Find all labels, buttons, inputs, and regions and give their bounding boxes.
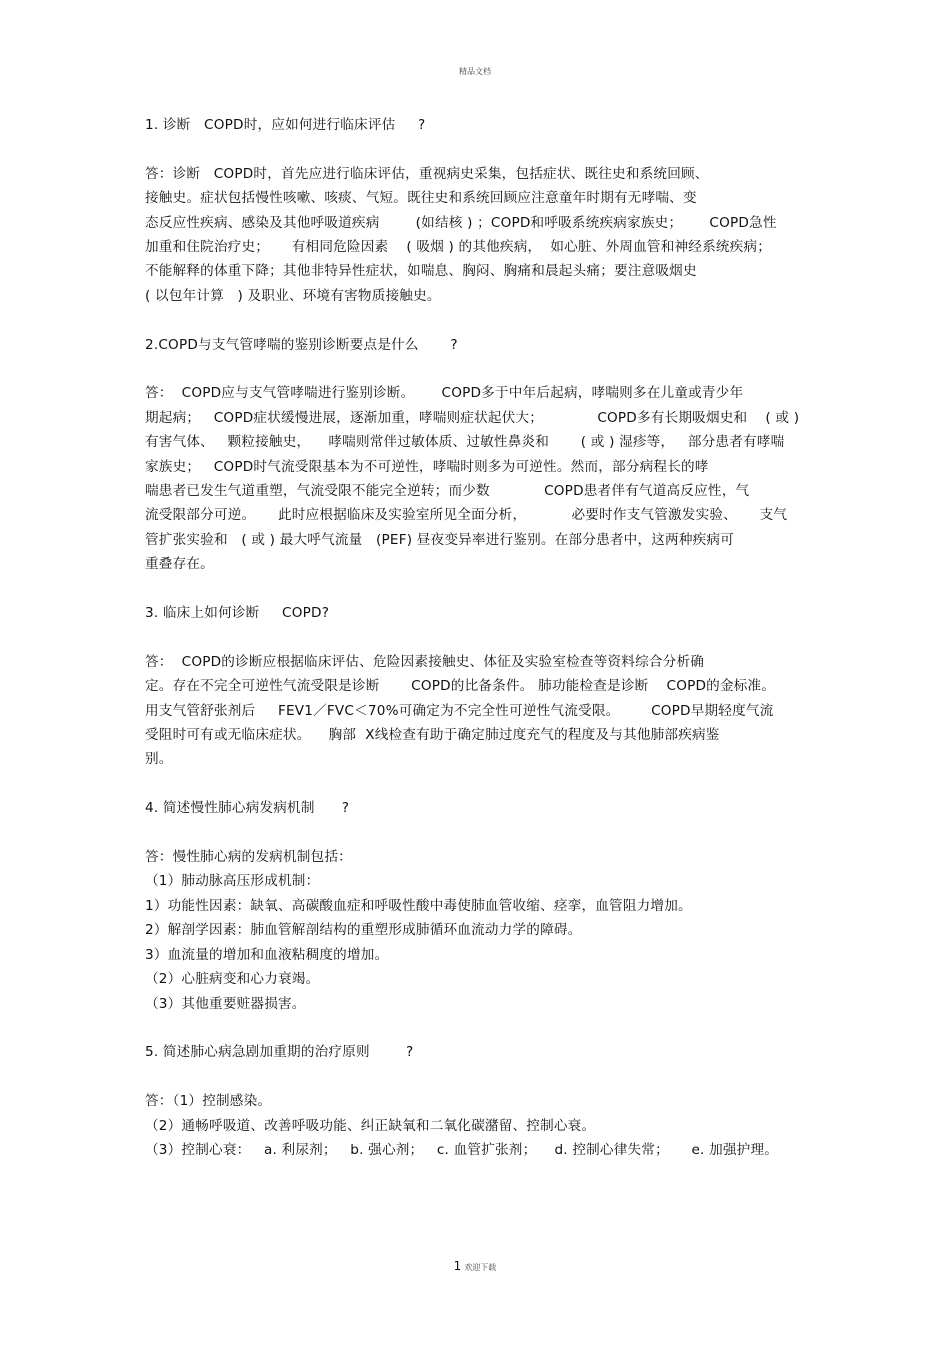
- qa-section-2: [145, 333, 813, 577]
- question-1: 1. 诊断 COPD时，应如何进行临床评估 ?: [145, 117, 426, 133]
- answer-1: [145, 162, 813, 308]
- answer-line: 2）解剖学因素：肺血管解剖结构的重塑形成肺循环血流动力学的障碍。: [145, 922, 582, 939]
- answer-line: （2）通畅呼吸道、改善呼吸功能、纠正缺氧和二氧化碳潴留、控制心衰。: [145, 1117, 596, 1134]
- answer-line: 受阻时可有或无临床症状。 胸部 X线检查有助于确定肺过度充气的程度及与其他肺部疾病鉴: [145, 727, 720, 744]
- page-footer: [0, 1259, 950, 1273]
- answer-line: 用支气管舒张剂后 FEV1／FVC＜70%可确定为不完全性可逆性气流受限。 COPD早期轻度气流: [145, 702, 774, 719]
- answer-line: 有害气体、 颗粒接触史， 哮喘则常伴过敏体质、过敏性鼻炎和 ( 或 ) 湿疹等， 部分患者有哮喘: [145, 434, 785, 451]
- answer-line: 管扩张实验和 ( 或 ) 最大呼气流量 (PEF) 昼夜变异率进行鉴别。在部分患者中，这两种疾病可: [145, 531, 735, 548]
- answer-line: （2）心脏病变和心力衰竭。: [145, 971, 320, 988]
- answer-line: 答：（1）控制感染。: [145, 1093, 272, 1110]
- answer-line: 定。存在不完全可逆性气流受限是诊断 COPD的比备条件。 肺功能检查是诊断 COPD的金标准。: [145, 678, 776, 695]
- answer-4: [145, 845, 813, 1016]
- answer-line: （3）控制心衰： a. 利尿剂； b. 强心剂； c. 血管扩张剂； d. 控制心律失常； e. 加强护理。: [145, 1141, 779, 1158]
- qa-section-5: [145, 1040, 813, 1162]
- qa-section-3: [145, 601, 813, 772]
- answer-line: ( 以包年计算 ) 及职业、环境有害物质接触史。: [145, 287, 441, 304]
- page-header: 精品文档: [459, 67, 491, 76]
- answer-line: 流受限部分可逆。 此时应根据临床及实验室所见全面分析， 必要时作支气管激发实验、 支气: [145, 507, 788, 524]
- answer-line: 答：慢性肺心病的发病机制包括：: [145, 849, 352, 866]
- answer-line: 期起病； COPD症状缓慢进展，逐渐加重，哮喘则症状起伏大； COPD多有长期吸烟史和 ( 或 ): [145, 409, 800, 426]
- answer-line: 1）功能性因素：缺氧、高碳酸血症和呼吸性酸中毒使肺血管收缩、痉挛，血管阻力增加。: [145, 897, 692, 914]
- answer-line: 不能解释的体重下降；其他非特异性症状，如喘息、胸闷、胸痛和晨起头痛；要注意吸烟史: [145, 263, 697, 280]
- answer-line: 加重和住院治疗史； 有相同危险因素 ( 吸烟 ) 的其他疾病， 如心脏、外周血管和神经系统疾病；: [145, 239, 772, 256]
- qa-section-1: [145, 113, 813, 308]
- answer-line: 接触史。症状包括慢性咳嗽、咳痰、气短。既往史和系统回顾应注意童年时期有无哮喘、变: [145, 190, 697, 207]
- qa-section-4: [145, 796, 813, 1016]
- document-body: [145, 113, 813, 1187]
- answer-2: [145, 381, 813, 576]
- answer-line: 答：诊断 COPD时，首先应进行临床评估，重视病史采集，包括症状、既往史和系统回顾、: [145, 165, 709, 182]
- question-5: 5. 简述肺心病急剧加重期的治疗原则 ?: [145, 1044, 414, 1061]
- answer-line: 家族史； COPD时气流受限基本为不可逆性，哮喘时则多为可逆性。然而，部分病程长的哮: [145, 458, 709, 475]
- answer-3: [145, 650, 813, 772]
- footer-text: 欢迎下载: [464, 1263, 497, 1272]
- question-2: 2.COPD与支气管哮喘的鉴别诊断要点是什么 ?: [145, 336, 458, 353]
- answer-5: [145, 1089, 813, 1162]
- answer-line: 3）血流量的增加和血液粘稠度的增加。: [145, 946, 389, 963]
- answer-line: 答： COPD应与支气管哮喘进行鉴别诊断。 COPD多于中年后起病，哮喘则多在儿童或青少年: [145, 385, 744, 402]
- answer-line: （3）其他重要赃器损害。: [145, 995, 306, 1012]
- answer-line: 答： COPD的诊断应根据临床评估、危险因素接触史、体征及实验室检查等资料综合分析确: [145, 653, 705, 670]
- answer-line: （1）肺动脉高压形成机制：: [145, 873, 320, 890]
- answer-line: 态反应性疾病、感染及其他呼吸道疾病 (如结核 ) ；COPD和呼吸系统疾病家族史； COPD急性: [145, 214, 777, 231]
- answer-line: 喘患者已发生气道重塑，气流受限不能完全逆转；而少数 COPD患者伴有气道高反应性，气: [145, 483, 750, 500]
- answer-line: 重叠存在。: [145, 556, 214, 573]
- answer-line: 别。: [145, 751, 173, 768]
- question-3: 3. 临床上如何诊断 COPD?: [145, 605, 330, 622]
- question-4: 4. 简述慢性肺心病发病机制 ?: [145, 800, 350, 817]
- page-number: 1: [453, 1259, 462, 1273]
